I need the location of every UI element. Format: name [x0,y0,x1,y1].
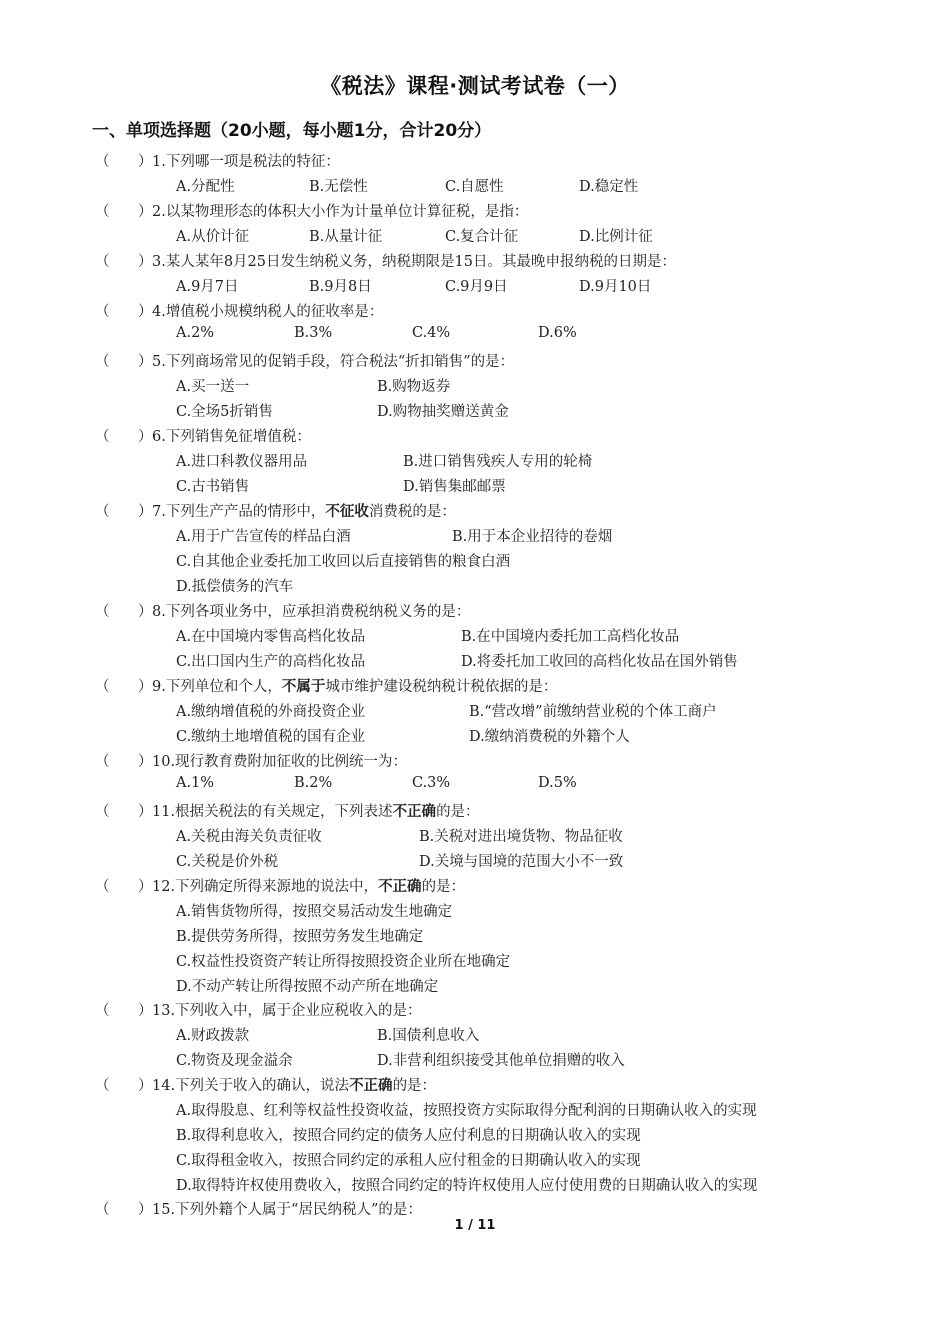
answer-paren-close: ） [138,254,153,270]
option-b: B.用于本企业招待的卷烟 [452,529,613,545]
question-stem-emphasis: 不正确 [349,1078,393,1094]
option-a: A.买一送一 [176,379,250,395]
option-d: D.关境与国境的范围大小不一致 [419,854,624,870]
page-number: 1 / 11 [454,1218,496,1233]
question-14 [0,1074,950,1099]
option-c: C.关税是价外税 [176,854,279,870]
question-stem-text: 15.下列外籍个人属于“居民纳税人”的是： [152,1202,422,1218]
section-heading: 一、单项选择题（20小题，每小题1分，合计20分） [92,121,492,141]
option-a: A.在中国境内零售高档化妆品 [176,629,366,645]
question-stem [152,150,340,171]
option-c: C.3% [412,775,451,791]
option-a: A.从价计征 [176,229,250,245]
option-c: C.自愿性 [445,179,504,195]
question-stem-text: 10.现行教育费附加征收的比例统一为： [152,754,408,770]
question-1 [0,150,950,175]
question-stem-text: 14.下列关于收入的确认，说法 [152,1078,350,1094]
question-2 [0,200,950,225]
answer-paren-close: ） [138,604,153,620]
question-stem [152,200,528,221]
option-d: D.缴纳消费税的外籍个人 [469,729,630,745]
option-d: D.抵偿债务的汽车 [176,579,294,595]
question-stem-text: 4.增值税小规模纳税人的征收率是： [152,304,384,320]
answer-paren-open: （ [95,1078,110,1094]
option-d: D.比例计征 [579,229,653,245]
option-b: B.2% [294,775,333,791]
option-a: A.进口科教仪器用品 [176,454,308,470]
answer-paren-open: （ [95,679,110,695]
answer-paren-open: （ [95,204,110,220]
question-3 [0,250,950,275]
question-stem-text: 城市维护建设税纳税计税依据的是： [325,679,558,695]
question-stem [152,750,407,771]
question-stem [152,600,470,621]
question-12 [0,875,950,900]
answer-paren-close: ） [138,504,153,520]
answer-paren-open: （ [95,254,110,270]
answer-paren-open: （ [95,1202,110,1218]
option-d: D.5% [538,775,577,791]
question-stem-text: 7.下列生产产品的情形中， [152,504,326,520]
question-stem [152,300,383,321]
answer-paren-open: （ [95,354,110,370]
question-stem [152,250,676,271]
option-b: B.3% [294,325,333,341]
option-c: C.缴纳土地增值税的国有企业 [176,729,366,745]
question-stem-text: 12.下列确定所得来源地的说法中， [152,879,379,895]
option-a: A.关税由海关负责征收 [176,829,322,845]
option-c: C.自其他企业委托加工收回以后直接销售的粮食白酒 [176,554,511,570]
option-d: D.取得特许权使用费收入，按照合同约定的特许权使用人应付使用费的日期确认收入的实现 [176,1178,758,1194]
option-a: A.财政拨款 [176,1028,250,1044]
option-b: B.“营改增”前缴纳营业税的个体工商户 [469,704,717,720]
option-d: D.销售集邮邮票 [403,479,506,495]
question-stem-text: 的是： [392,1078,437,1094]
question-stem [152,875,465,896]
question-6 [0,425,950,450]
option-c: C.全场5折销售 [176,404,273,420]
option-d: D.将委托加工收回的高档化妆品在国外销售 [461,654,738,670]
option-a: A.用于广告宣传的样品白酒 [176,529,351,545]
question-stem-text: 2.以某物理形态的体积大小作为计量单位计算征税，是指： [152,204,529,220]
option-c: C.权益性投资资产转让所得按照投资企业所在地确定 [176,954,511,970]
answer-paren-open: （ [95,879,110,895]
question-stem [152,500,456,521]
option-c: C.复合计征 [445,229,519,245]
answer-paren-open: （ [95,154,110,170]
question-stem-text: 5.下列商场常见的促销手段，符合税法“折扣销售”的是： [152,354,515,370]
answer-paren-open: （ [95,304,110,320]
question-10 [0,750,950,775]
option-c: C.古书销售 [176,479,250,495]
question-stem [152,425,311,446]
question-stem-text: 1.下列哪一项是税法的特征： [152,154,340,170]
option-c: C.物资及现金溢余 [176,1053,293,1069]
answer-paren-close: ） [138,1003,153,1019]
question-stem [152,999,422,1020]
option-d: D.不动产转让所得按照不动产所在地确定 [176,979,439,995]
question-stem [152,350,514,371]
option-d: D.9月10日 [579,279,652,295]
option-c: C.4% [412,325,451,341]
answer-paren-close: ） [138,1078,153,1094]
question-stem [152,800,480,821]
question-stem-text: 8.下列各项业务中，应承担消费税纳税义务的是： [152,604,471,620]
question-7 [0,500,950,525]
question-13 [0,999,950,1024]
question-stem-text: 11.根据关税法的有关规定，下列表述 [152,804,393,820]
answer-paren-close: ） [138,1202,153,1218]
option-b: B.国债利息收入 [377,1028,480,1044]
question-stem-text: 消费税的是： [368,504,456,520]
answer-paren-close: ） [138,879,153,895]
question-stem [152,1198,422,1219]
answer-paren-open: （ [95,504,110,520]
option-c: C.取得租金收入，按照合同约定的承租人应付租金的日期确认收入的实现 [176,1153,641,1169]
question-stem [152,675,557,696]
question-4 [0,300,950,325]
answer-paren-close: ） [138,429,153,445]
option-b: B.购物返券 [377,379,451,395]
question-stem-text: 9.下列单位和个人， [152,679,282,695]
question-11 [0,800,950,825]
option-a: A.分配性 [176,179,235,195]
option-c: C.出口国内生产的高档化妆品 [176,654,366,670]
option-b: B.进口销售残疾人专用的轮椅 [403,454,593,470]
option-d: D.购物抽奖赠送黄金 [377,404,509,420]
question-stem-text: 13.下列收入中，属于企业应税收入的是： [152,1003,422,1019]
question-5 [0,350,950,375]
question-stem-text: 3.某人某年8月25日发生纳税义务，纳税期限是15日。其最晚申报纳税的日期是： [152,254,676,270]
option-a: A.销售货物所得，按照交易活动发生地确定 [176,904,453,920]
question-stem-emphasis: 不正确 [392,804,437,820]
answer-paren-open: （ [95,754,110,770]
question-stem-emphasis: 不征收 [325,504,369,520]
option-a: A.2% [176,325,215,341]
question-stem [152,1074,436,1095]
answer-paren-close: ） [138,304,153,320]
option-b: B.9月8日 [309,279,372,295]
question-stem-text: 的是： [436,804,480,820]
question-stem-emphasis: 不正确 [378,879,422,895]
answer-paren-close: ） [138,354,153,370]
option-d: D.稳定性 [579,179,639,195]
answer-paren-close: ） [138,754,153,770]
option-d: D.非营利组织接受其他单位捐赠的收入 [377,1053,625,1069]
answer-paren-open: （ [95,804,110,820]
answer-paren-close: ） [138,679,153,695]
option-a: A.取得股息、红利等权益性投资收益，按照投资方实际取得分配利润的日期确认收入的实现 [176,1103,757,1119]
answer-paren-open: （ [95,604,110,620]
answer-paren-close: ） [138,154,153,170]
answer-paren-close: ） [138,204,153,220]
option-a: A.缴纳增值税的外商投资企业 [176,704,366,720]
option-b: B.从量计征 [309,229,383,245]
question-9 [0,675,950,700]
option-c: C.9月9日 [445,279,508,295]
answer-paren-open: （ [95,1003,110,1019]
question-8 [0,600,950,625]
answer-paren-open: （ [95,429,110,445]
answer-paren-close: ） [138,804,153,820]
option-b: B.取得利息收入，按照合同约定的债务人应付利息的日期确认收入的实现 [176,1128,641,1144]
option-b: B.关税对进出境货物、物品征收 [419,829,623,845]
option-b: B.在中国境内委托加工高档化妆品 [461,629,680,645]
question-stem-text: 的是： [421,879,466,895]
option-a: A.1% [176,775,215,791]
question-stem-emphasis: 不属于 [281,679,326,695]
option-a: A.9月7日 [176,279,239,295]
option-b: B.提供劳务所得，按照劳务发生地确定 [176,929,424,945]
option-b: B.无偿性 [309,179,368,195]
page-title: 《税法》课程·测试考试卷（一） [320,74,630,98]
option-d: D.6% [538,325,577,341]
question-stem-text: 6.下列销售免征增值税： [152,429,311,445]
